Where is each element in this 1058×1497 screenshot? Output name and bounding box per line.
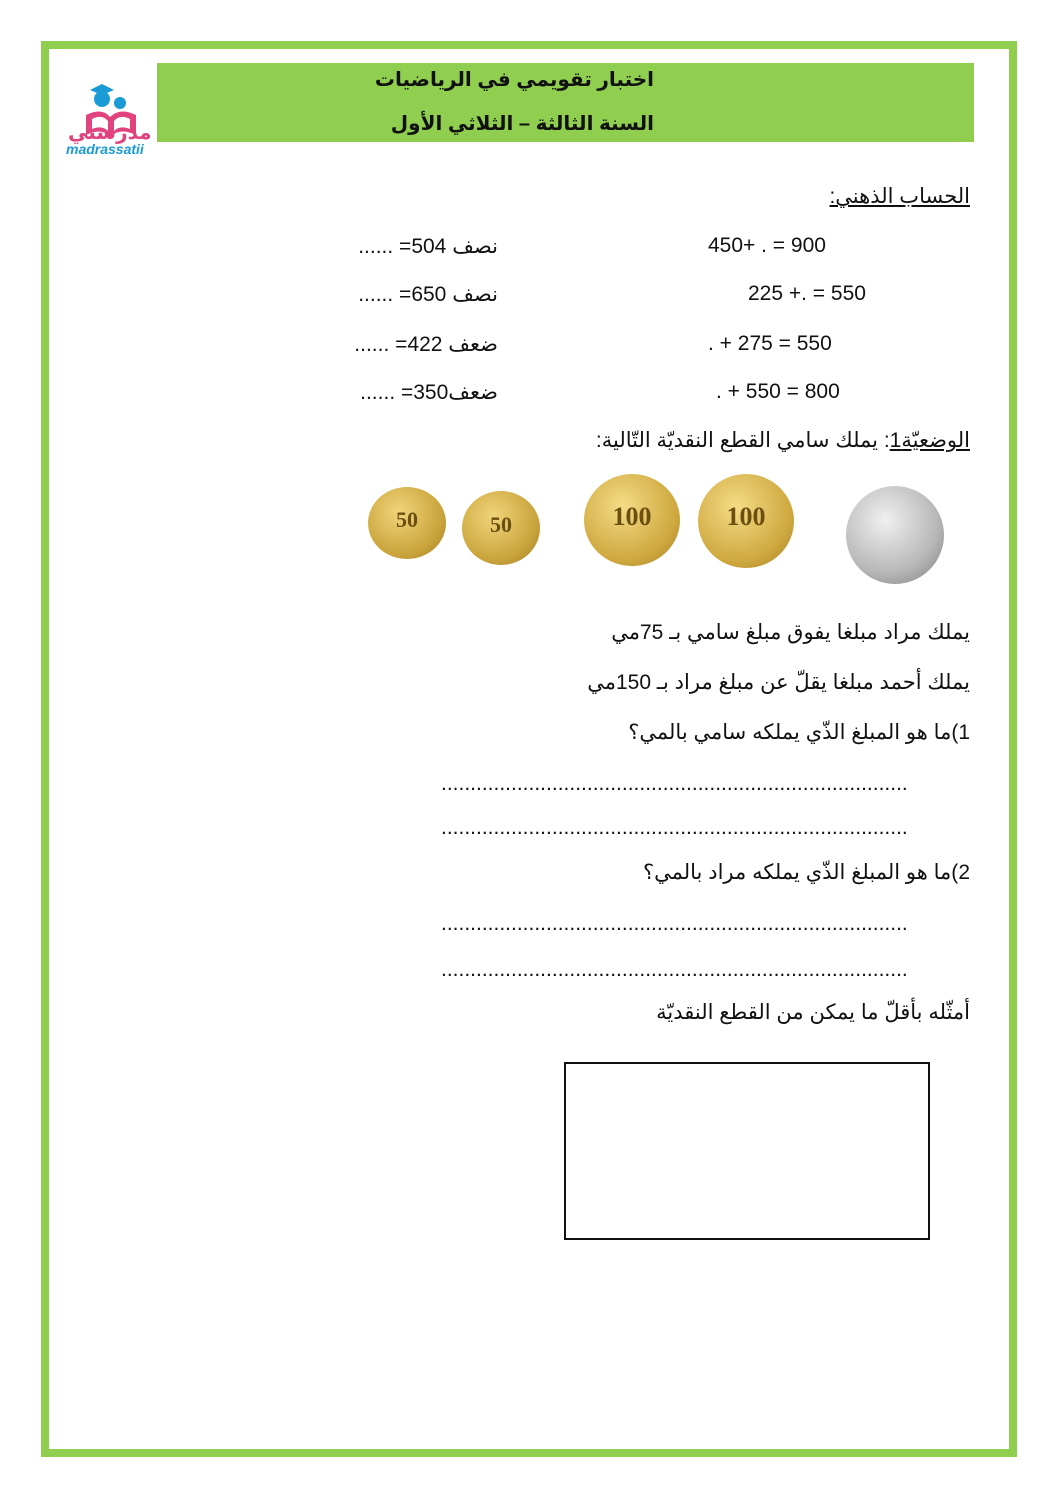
answer-line-q1-b[interactable]: ................................................................................	[441, 816, 908, 839]
mental-right-2: 225 +. = 550	[748, 282, 866, 305]
mental-left-2: نصف 650= ......	[358, 283, 498, 306]
mental-left-3: ضعف 422= ......	[354, 333, 498, 356]
exam-title: اختبار تقويمي في الرياضيات	[374, 69, 654, 91]
page-frame	[41, 41, 1017, 1457]
situation-label: الوضعيّة1	[889, 429, 970, 452]
coin-drawing-box[interactable]	[564, 1062, 930, 1240]
answer-line-q2-b[interactable]: ................................................................................	[441, 958, 908, 981]
mental-right-3: . + 275 = 550	[708, 332, 832, 355]
coin-100-b: 100	[698, 474, 794, 568]
mental-left-1: نصف 504= ......	[358, 235, 498, 258]
answer-line-q2-a[interactable]: ................................................................................	[441, 912, 908, 935]
coin-silver	[846, 486, 944, 584]
coin-50-b: 50	[462, 491, 540, 565]
mental-left-4: ضعف350= ......	[360, 381, 498, 404]
situation-intro: : يملك سامي القطع النقديّة التّالية:	[595, 429, 890, 452]
mental-right-1: 450+ . = 900	[708, 234, 826, 257]
exam-subtitle: السنة الثالثة – الثلاثي الأول	[390, 113, 654, 135]
mental-right-4: . + 550 = 800	[716, 380, 840, 403]
header-banner	[157, 63, 974, 142]
coin-100-a: 100	[584, 474, 680, 566]
question-2: 2)ما هو المبلغ الذّي يملكه مراد بالمي؟	[642, 861, 970, 884]
logo-arabic-text: مدرستي	[68, 122, 152, 144]
murad-statement: يملك مراد مبلغا يفوق مبلغ سامي بـ 75مي	[611, 621, 970, 644]
logo-latin-text: madrassatii	[66, 141, 144, 157]
mental-math-heading: الحساب الذهني:	[829, 185, 970, 208]
question-1: 1)ما هو المبلغ الذّي يملكه سامي بالمي؟	[628, 721, 970, 744]
answer-line-q1-a[interactable]: ................................................................................	[441, 772, 908, 795]
ahmed-statement: يملك أحمد مبلغا يقلّ عن مبلغ مراد بـ 150مي	[587, 671, 970, 694]
coin-representation-instruction: أمثّله بأقلّ ما يمكن من القطع النقديّة	[656, 1001, 970, 1024]
coin-50-a: 50	[368, 487, 446, 559]
situation-heading-line	[596, 428, 970, 453]
